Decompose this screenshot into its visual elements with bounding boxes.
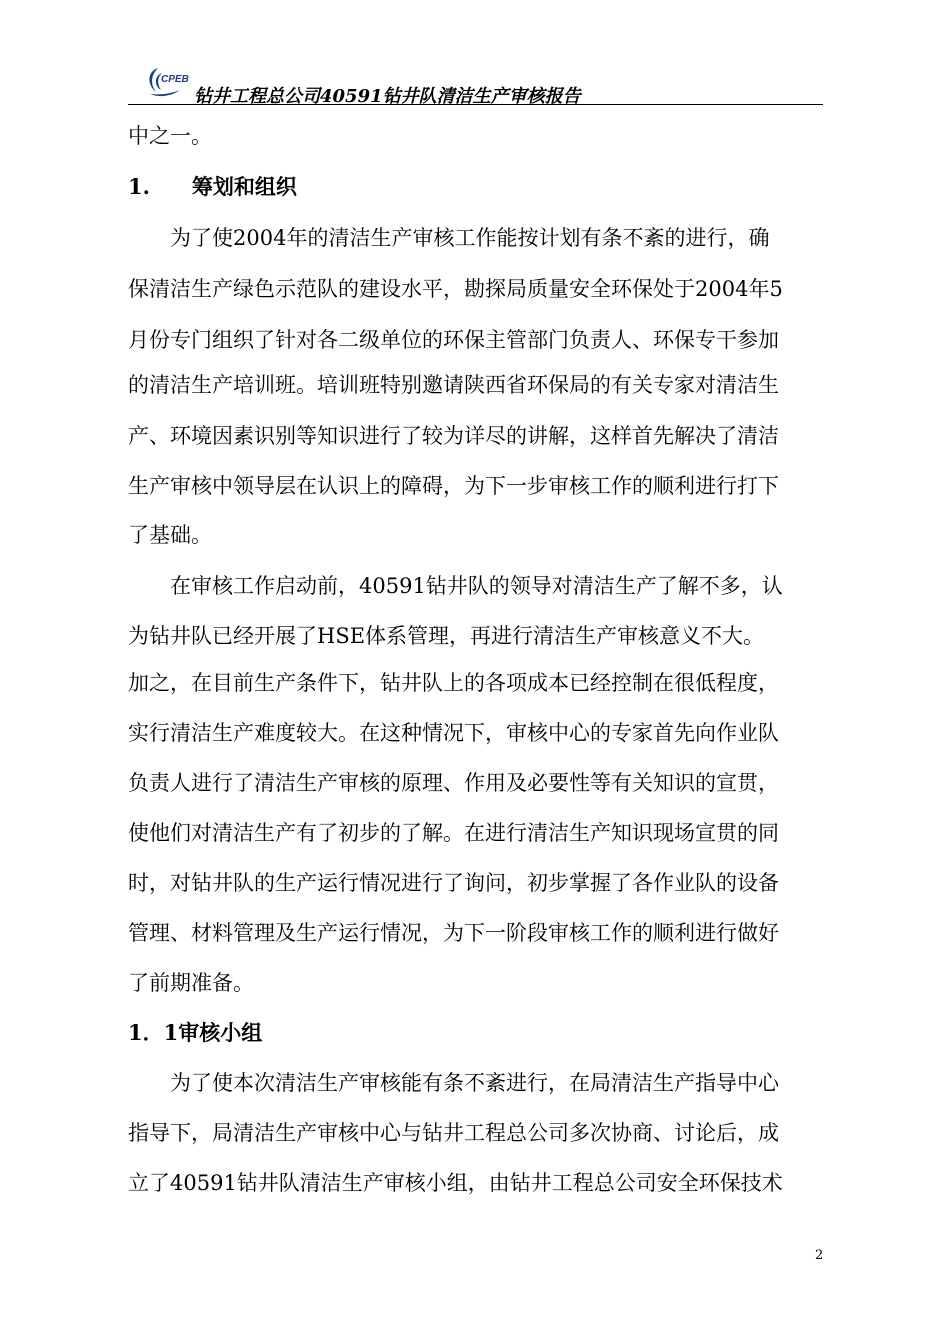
- body-line: 指导下，局清洁生产审核中心与钻井工程总公司多次协商、讨论后，成: [128, 1121, 779, 1145]
- body-line: 中之一。: [128, 124, 212, 148]
- body-line: 时，对钻井队的生产运行情况进行了询问，初步掌握了各作业队的设备: [128, 871, 779, 895]
- body-line: 负责人进行了清洁生产审核的原理、作用及必要性等有关知识的宣贯，: [128, 771, 779, 795]
- logo-text: CPEB: [161, 74, 189, 85]
- body-line: 为了使本次清洁生产审核能有条不紊进行，在局清洁生产指导中心: [128, 1071, 779, 1095]
- header-title: 钻井工程总公司40591钻井队清洁生产审核报告: [194, 86, 581, 107]
- page-number: 2: [815, 1248, 824, 1263]
- body-line: 了基础。: [128, 523, 212, 547]
- body-line: 实行清洁生产难度较大。在这种情况下，审核中心的专家首先向作业队: [128, 721, 779, 745]
- body-line: 在审核工作启动前，40591钻井队的领导对清洁生产了解不多，认: [128, 574, 783, 598]
- page-header: [128, 62, 823, 106]
- body-line: 为钻井队已经开展了HSE体系管理，再进行清洁生产审核意义不大。: [128, 624, 765, 648]
- body-line: 为了使2004年的清洁生产审核工作能按计划有条不紊的进行，确: [128, 226, 770, 250]
- body-line: 加之，在目前生产条件下，钻井队上的各项成本已经控制在很低程度，: [128, 671, 779, 695]
- cpeb-logo-icon: [144, 64, 200, 98]
- header-divider: [128, 104, 823, 105]
- body-line: 产、环境因素识别等知识进行了较为详尽的讲解，这样首先解决了清洁: [128, 424, 779, 448]
- body-line: 立了40591钻井队清洁生产审核小组，由钻井工程总公司安全环保技术: [128, 1171, 783, 1195]
- body-line: 生产审核中领导层在认识上的障碍，为下一步审核工作的顺利进行打下: [128, 474, 779, 498]
- body-line: 月份专门组织了针对各二级单位的环保主管部门负责人、环保专干参加: [128, 328, 779, 352]
- body-line: 管理、材料管理及生产运行情况，为下一阶段审核工作的顺利进行做好: [128, 921, 779, 945]
- subsection-heading: 1．1审核小组: [128, 1020, 263, 1045]
- body-line: 了前期准备。: [128, 971, 254, 995]
- body-line: 使他们对清洁生产有了初步的了解。在进行清洁生产知识现场宣贯的同: [128, 821, 779, 845]
- body-line: 保清洁生产绿色示范队的建设水平，勘探局质量安全环保处于2004年5: [128, 277, 783, 301]
- section-heading: 1. 筹划和组织: [128, 174, 297, 199]
- body-line: 的清洁生产培训班。培训班特别邀请陕西省环保局的有关专家对清洁生: [128, 373, 779, 397]
